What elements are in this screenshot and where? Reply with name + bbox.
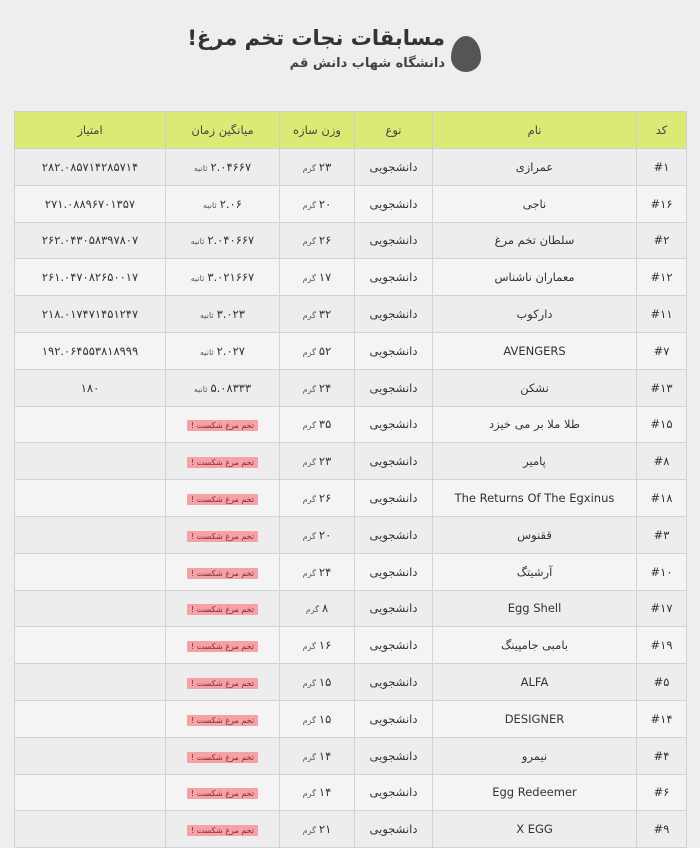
type-cell: دانشجویی bbox=[355, 259, 433, 296]
weight-unit-label: گرم bbox=[302, 384, 316, 394]
broken-egg-badge: تخم مرغ شکست ! bbox=[187, 568, 258, 579]
table-row bbox=[15, 811, 687, 848]
weight-value: ۲۰ bbox=[318, 527, 332, 542]
weight-cell bbox=[280, 480, 355, 517]
team-code-cell: #۸ bbox=[637, 443, 687, 480]
team-code-cell: #۱۵ bbox=[637, 406, 687, 443]
table-row bbox=[15, 774, 687, 811]
team-code-cell: #۱۹ bbox=[637, 627, 687, 664]
team-name-cell: The Returns Of The Egxinus bbox=[433, 480, 637, 517]
team-name-cell: بامبی جامپینگ bbox=[433, 627, 637, 664]
type-cell: دانشجویی bbox=[355, 811, 433, 848]
score-cell: ۱۸۰ bbox=[15, 369, 166, 406]
avg-time-value: ۳.۰۲۳ bbox=[216, 307, 245, 322]
weight-value: ۱۴ bbox=[318, 748, 332, 763]
team-code-cell: #۱۳ bbox=[637, 369, 687, 406]
time-unit-label: ثانیه bbox=[193, 163, 208, 173]
avg-time-cell bbox=[166, 664, 280, 701]
results-table bbox=[14, 111, 687, 848]
time-unit-label: ثانیه bbox=[203, 200, 217, 210]
avg-time-cell bbox=[166, 369, 280, 406]
weight-value: ۱۶ bbox=[318, 638, 332, 653]
weight-cell bbox=[280, 443, 355, 480]
page-title: مسابقات نجات تخم مرغ! bbox=[187, 26, 445, 50]
weight-value: ۲۶ bbox=[318, 491, 332, 506]
team-code-cell: #۳ bbox=[637, 516, 687, 553]
team-code-cell: #۴ bbox=[637, 737, 687, 774]
type-cell: دانشجویی bbox=[355, 332, 433, 369]
broken-egg-badge: تخم مرغ شکست ! bbox=[187, 788, 258, 799]
table-row bbox=[15, 185, 687, 222]
team-name-cell: آرشیتگ bbox=[433, 553, 637, 590]
avg-time-cell bbox=[166, 700, 280, 737]
weight-value: ۵۲ bbox=[318, 343, 332, 358]
table-row bbox=[15, 737, 687, 774]
team-name-cell: طلا ملا بر می خیزد bbox=[433, 406, 637, 443]
weight-cell bbox=[280, 627, 355, 664]
weight-value: ۳۲ bbox=[318, 307, 332, 322]
weight-unit-label: گرم bbox=[302, 531, 316, 541]
avg-time-cell bbox=[166, 296, 280, 333]
table-row bbox=[15, 480, 687, 517]
broken-egg-badge: تخم مرغ شکست ! bbox=[187, 641, 258, 652]
egg-icon bbox=[451, 36, 481, 72]
type-cell: دانشجویی bbox=[355, 480, 433, 517]
team-code-cell: #۱۴ bbox=[637, 700, 687, 737]
score-cell bbox=[15, 737, 166, 774]
broken-egg-badge: تخم مرغ شکست ! bbox=[187, 715, 258, 726]
time-unit-label: ثانیه bbox=[200, 311, 214, 321]
team-code-cell: #۶ bbox=[637, 774, 687, 811]
weight-value: ۱۵ bbox=[318, 711, 332, 726]
team-name-cell: ناجی bbox=[433, 185, 637, 222]
weight-value: ۲۳ bbox=[318, 454, 332, 469]
type-cell: دانشجویی bbox=[355, 590, 433, 627]
avg-time-cell bbox=[166, 811, 280, 848]
score-cell bbox=[15, 516, 166, 553]
score-cell bbox=[15, 443, 166, 480]
table-row bbox=[15, 369, 687, 406]
team-code-cell: #۲ bbox=[637, 222, 687, 259]
avg-time-cell bbox=[166, 406, 280, 443]
type-cell: دانشجویی bbox=[355, 369, 433, 406]
score-cell bbox=[15, 480, 166, 517]
avg-time-value: ۲.۰۶ bbox=[219, 196, 242, 211]
table-row bbox=[15, 516, 687, 553]
weight-cell bbox=[280, 516, 355, 553]
avg-time-value: ۳.۰۲۱۶۶۷ bbox=[207, 270, 255, 285]
weight-unit-label: گرم bbox=[302, 311, 316, 321]
team-name-cell: ققنوس bbox=[433, 516, 637, 553]
table-row bbox=[15, 296, 687, 333]
type-cell: دانشجویی bbox=[355, 516, 433, 553]
weight-unit-label: گرم bbox=[302, 237, 316, 247]
time-unit-label: ثانیه bbox=[200, 347, 214, 357]
weight-cell bbox=[280, 406, 355, 443]
score-cell bbox=[15, 590, 166, 627]
type-cell: دانشجویی bbox=[355, 737, 433, 774]
weight-cell bbox=[280, 259, 355, 296]
weight-unit-label: گرم bbox=[302, 715, 316, 725]
type-cell: دانشجویی bbox=[355, 296, 433, 333]
weight-unit-label: گرم bbox=[302, 752, 316, 762]
type-cell: دانشجویی bbox=[355, 774, 433, 811]
broken-egg-badge: تخم مرغ شکست ! bbox=[187, 420, 258, 431]
weight-unit-label: گرم bbox=[305, 605, 319, 615]
weight-unit-label: گرم bbox=[302, 163, 316, 173]
team-code-cell: #۱۸ bbox=[637, 480, 687, 517]
weight-unit-label: گرم bbox=[302, 421, 316, 431]
score-cell: ۲۸۲.۰۸۵۷۱۴۲۸۵۷۱۴ bbox=[15, 149, 166, 186]
weight-unit-label: گرم bbox=[302, 495, 316, 505]
type-cell: دانشجویی bbox=[355, 553, 433, 590]
score-cell bbox=[15, 774, 166, 811]
avg-time-cell bbox=[166, 185, 280, 222]
avg-time-cell bbox=[166, 443, 280, 480]
avg-time-cell bbox=[166, 332, 280, 369]
table-row bbox=[15, 664, 687, 701]
team-code-cell: #۱۰ bbox=[637, 553, 687, 590]
weight-unit-label: گرم bbox=[302, 458, 316, 468]
weight-cell bbox=[280, 590, 355, 627]
column-header-weight[interactable]: وزن سازه bbox=[280, 112, 355, 149]
weight-unit-label: گرم bbox=[302, 789, 316, 799]
avg-time-cell bbox=[166, 222, 280, 259]
column-header-name[interactable]: نام bbox=[433, 112, 637, 149]
team-name-cell: Egg Shell bbox=[433, 590, 637, 627]
team-name-cell: عمرازی bbox=[433, 149, 637, 186]
avg-time-cell bbox=[166, 774, 280, 811]
broken-egg-badge: تخم مرغ شکست ! bbox=[187, 604, 258, 615]
score-cell: ۲۶۲.۰۴۳۰۵۸۳۹۷۸۰۷ bbox=[15, 222, 166, 259]
weight-cell bbox=[280, 774, 355, 811]
team-code-cell: #۱۶ bbox=[637, 185, 687, 222]
avg-time-cell bbox=[166, 516, 280, 553]
weight-unit-label: گرم bbox=[302, 347, 316, 357]
team-name-cell: ALFA bbox=[433, 664, 637, 701]
avg-time-cell bbox=[166, 480, 280, 517]
team-name-cell: نشکن bbox=[433, 369, 637, 406]
time-unit-label: ثانیه bbox=[190, 274, 205, 284]
weight-cell bbox=[280, 664, 355, 701]
team-name-cell: AVENGERS bbox=[433, 332, 637, 369]
table-header-row bbox=[15, 112, 687, 149]
weight-value: ۲۰ bbox=[318, 196, 332, 211]
score-cell bbox=[15, 406, 166, 443]
avg-time-value: ۵.۰۸۳۳۳ bbox=[210, 380, 252, 395]
type-cell: دانشجویی bbox=[355, 627, 433, 664]
team-name-cell: معماران ناشناس bbox=[433, 259, 637, 296]
team-code-cell: #۱۱ bbox=[637, 296, 687, 333]
table-row bbox=[15, 259, 687, 296]
weight-cell bbox=[280, 332, 355, 369]
table-row bbox=[15, 443, 687, 480]
weight-value: ۱۵ bbox=[318, 675, 332, 690]
column-header-type[interactable]: نوع bbox=[355, 112, 433, 149]
team-code-cell: #۱۷ bbox=[637, 590, 687, 627]
type-cell: دانشجویی bbox=[355, 222, 433, 259]
type-cell: دانشجویی bbox=[355, 406, 433, 443]
avg-time-value: ۲.۰۲۷ bbox=[216, 343, 245, 358]
weight-value: ۱۷ bbox=[318, 270, 332, 285]
score-cell: ۲۷۱.۰۸۸۹۶۷۰۱۳۵۷ bbox=[15, 185, 166, 222]
weight-cell bbox=[280, 296, 355, 333]
weight-unit-label: گرم bbox=[302, 679, 316, 689]
weight-unit-label: گرم bbox=[302, 200, 316, 210]
weight-cell bbox=[280, 553, 355, 590]
avg-time-cell bbox=[166, 553, 280, 590]
weight-unit-label: گرم bbox=[302, 568, 316, 578]
team-code-cell: #۷ bbox=[637, 332, 687, 369]
broken-egg-badge: تخم مرغ شکست ! bbox=[187, 494, 258, 505]
weight-cell bbox=[280, 185, 355, 222]
weight-value: ۳۵ bbox=[318, 417, 332, 432]
broken-egg-badge: تخم مرغ شکست ! bbox=[187, 531, 258, 542]
table-row bbox=[15, 222, 687, 259]
broken-egg-badge: تخم مرغ شکست ! bbox=[187, 457, 258, 468]
score-cell bbox=[15, 811, 166, 848]
weight-value: ۲۴ bbox=[318, 380, 332, 395]
avg-time-value: ۲.۰۴۶۶۷ bbox=[210, 159, 252, 174]
team-name-cell: سلطان تخم مرغ bbox=[433, 222, 637, 259]
avg-time-cell bbox=[166, 737, 280, 774]
team-code-cell: #۵ bbox=[637, 664, 687, 701]
weight-value: ۲۳ bbox=[318, 159, 332, 174]
score-cell bbox=[15, 664, 166, 701]
team-name-cell: DESIGNER bbox=[433, 700, 637, 737]
score-cell bbox=[15, 700, 166, 737]
time-unit-label: ثانیه bbox=[193, 384, 208, 394]
team-name-cell: پامیر bbox=[433, 443, 637, 480]
weight-cell bbox=[280, 737, 355, 774]
avg-time-cell bbox=[166, 149, 280, 186]
team-name-cell: X EGG bbox=[433, 811, 637, 848]
team-name-cell: دارکوب bbox=[433, 296, 637, 333]
score-cell: ۲۶۱.۰۴۷۰۸۲۶۵۰۰۱۷ bbox=[15, 259, 166, 296]
table-row bbox=[15, 406, 687, 443]
broken-egg-badge: تخم مرغ شکست ! bbox=[187, 825, 258, 836]
avg-time-cell bbox=[166, 259, 280, 296]
type-cell: دانشجویی bbox=[355, 664, 433, 701]
team-name-cell: Egg Redeemer bbox=[433, 774, 637, 811]
weight-cell bbox=[280, 149, 355, 186]
team-code-cell: #۹ bbox=[637, 811, 687, 848]
table-row bbox=[15, 149, 687, 186]
weight-unit-label: گرم bbox=[302, 274, 316, 284]
type-cell: دانشجویی bbox=[355, 443, 433, 480]
weight-unit-label: گرم bbox=[302, 826, 316, 836]
column-header-code[interactable]: کد bbox=[637, 112, 687, 149]
table-row bbox=[15, 590, 687, 627]
page-subtitle: دانشگاه شهاب دانش قم bbox=[289, 56, 445, 71]
column-header-avg-time[interactable]: میانگین زمان bbox=[166, 112, 280, 149]
weight-value: ۲۱ bbox=[318, 822, 332, 837]
page-header bbox=[0, 22, 700, 82]
weight-cell bbox=[280, 222, 355, 259]
weight-value: ۱۴ bbox=[318, 785, 332, 800]
table-row bbox=[15, 332, 687, 369]
time-unit-label: ثانیه bbox=[190, 237, 205, 247]
weight-value: ۲۴ bbox=[318, 564, 332, 579]
broken-egg-badge: تخم مرغ شکست ! bbox=[187, 752, 258, 763]
avg-time-cell bbox=[166, 590, 280, 627]
weight-cell bbox=[280, 369, 355, 406]
type-cell: دانشجویی bbox=[355, 185, 433, 222]
table-row bbox=[15, 700, 687, 737]
score-cell bbox=[15, 627, 166, 664]
weight-cell bbox=[280, 811, 355, 848]
score-cell: ۲۱۸.۰۱۷۴۷۱۴۵۱۲۴۷ bbox=[15, 296, 166, 333]
weight-cell bbox=[280, 700, 355, 737]
team-code-cell: #۱ bbox=[637, 149, 687, 186]
team-name-cell: نیمرو bbox=[433, 737, 637, 774]
type-cell: دانشجویی bbox=[355, 700, 433, 737]
type-cell: دانشجویی bbox=[355, 149, 433, 186]
column-header-score[interactable]: امتیاز bbox=[15, 112, 166, 149]
score-cell bbox=[15, 553, 166, 590]
broken-egg-badge: تخم مرغ شکست ! bbox=[187, 678, 258, 689]
table-row bbox=[15, 553, 687, 590]
avg-time-cell bbox=[166, 627, 280, 664]
weight-value: ۲۶ bbox=[318, 233, 332, 248]
team-code-cell: #۱۲ bbox=[637, 259, 687, 296]
avg-time-value: ۲.۰۴۰۶۶۷ bbox=[207, 233, 255, 248]
table-row bbox=[15, 627, 687, 664]
weight-unit-label: گرم bbox=[302, 642, 316, 652]
score-cell: ۱۹۲.۰۶۴۵۵۳۸۱۸۹۹۹ bbox=[15, 332, 166, 369]
weight-value: ۸ bbox=[322, 601, 329, 616]
